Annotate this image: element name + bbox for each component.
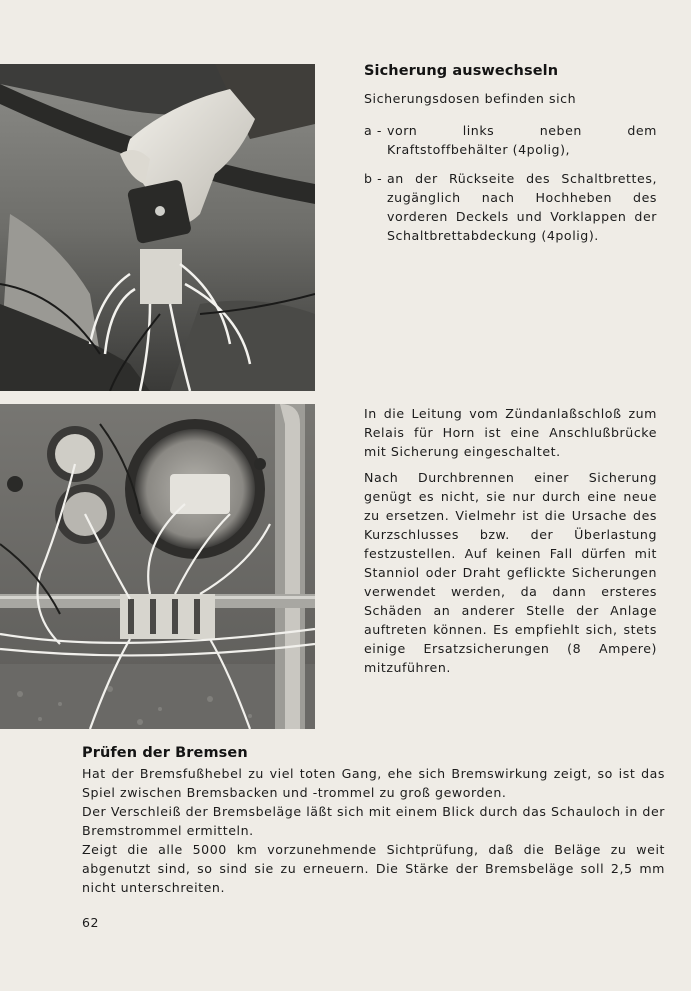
fuse-box-dashboard-photo xyxy=(0,404,315,729)
fuse-box-front-photo xyxy=(0,64,315,391)
list-item xyxy=(364,169,657,245)
paragraph: Zeigt die alle 5000 km vorzunehmende Sichtprüfung, daß die Beläge zu weit abgenutzt sind, so sind sie zu erneuern. Die Stärke der Bremsbeläge soll 2,5 mm nicht unterschreiten. xyxy=(82,842,665,895)
list-item-text: vorn links neben dem Kraftstoffbehälter (4polig), xyxy=(387,123,657,157)
section-heading-brake-check: Prüfen der Bremsen xyxy=(82,745,248,761)
list-item-text: an der Rückseite des Schaltbrettes, zugänglich nach Hochheben des vorderen Deckels und Vorklappen der Schaltbrettabdeckung (4polig). xyxy=(387,171,657,243)
list-marker: b - xyxy=(364,171,383,186)
fuse-notes xyxy=(364,404,657,684)
section-heading-fuse-replacement: Sicherung auswechseln xyxy=(364,63,559,79)
paragraph: In die Leitung vom Zündanlaßschloß zum Relais für Horn ist eine Anschlußbrücke mit Sicherung eingeschaltet. xyxy=(364,406,657,459)
brake-check-text xyxy=(82,764,665,897)
paragraph: Der Verschleiß der Bremsbeläge läßt sich mit einem Blick durch das Schauloch in der Bremstrommel ermitteln. xyxy=(82,804,665,838)
page-number: 62 xyxy=(82,915,99,930)
paragraph: Hat der Bremsfußhebel zu viel toten Gang, ehe sich Bremswirkung zeigt, so ist das Spiel zwischen Bremsbacken und -trommel zu groß geworden. xyxy=(82,766,665,800)
list-marker: a - xyxy=(364,123,382,138)
section-intro: Sicherungsdosen befinden sich xyxy=(364,91,577,106)
list-item xyxy=(364,121,657,159)
fuse-location-list xyxy=(364,121,657,255)
paragraph: Nach Durchbrennen einer Sicherung genügt es nicht, sie nur durch eine neue zu ersetzen. Vielmehr ist die Ursache des Kurzschlusses bzw. der Überlastung festzustellen. Auf keinen Fall dürfen mit Stanniol oder Draht geflickte Sicherungen verwendet werden, da dann ersteres Schäden an anderer Stelle der Anlage auftreten können. Es empfiehlt sich, stets einige Ersatzsicherungen (8 Ampere) mitzuführen. xyxy=(364,470,657,675)
